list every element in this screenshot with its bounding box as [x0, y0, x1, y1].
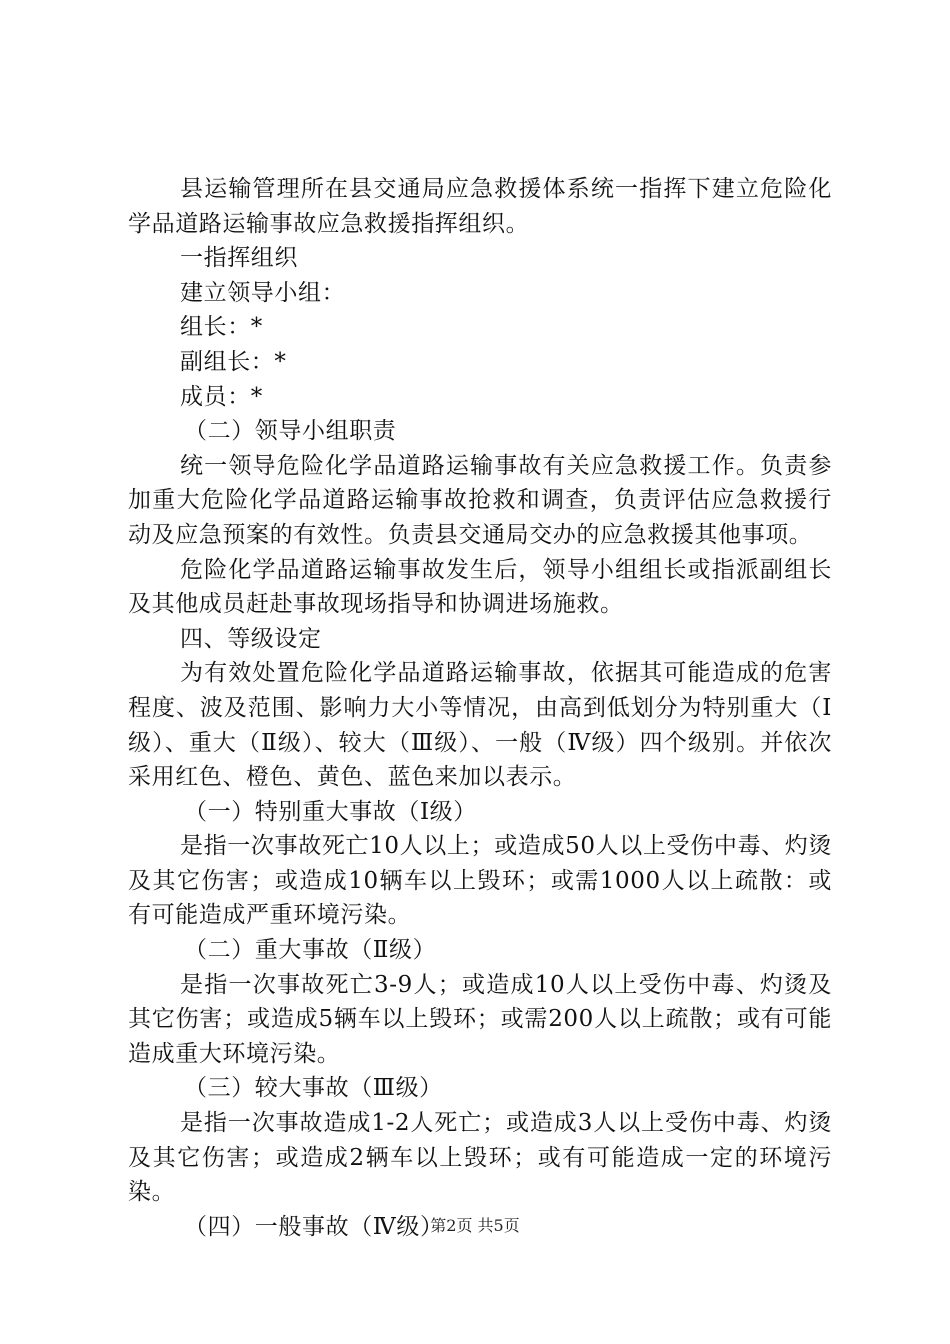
paragraph-level-description: 为有效处置危险化学品道路运输事故，依据其可能造成的危害程度、波及范围、影响力大小等情况，由高到低划分为特别重大（Ⅰ级）、重大（Ⅱ级）、较大（Ⅲ级）、一般（Ⅳ级）四个级别。并依次采用红色、橙色、黄色、蓝色来加以表示。 — [128, 660, 832, 791]
section-heading-level-2: （二）重大事故（Ⅱ级） — [184, 937, 437, 964]
paragraph-leading-group: 建立领导小组： — [180, 279, 346, 306]
page-number: 第2页 共5页 — [430, 1216, 520, 1235]
paragraph-level-3: 是指一次事故造成1-2人死亡；或造成3人以上受伤中毒、灼烫及其它伤害；或造成2辆车以上毁环；或有可能造成一定的环境污染。 — [128, 1110, 832, 1206]
section-heading-level-setting: 四、等级设定 — [180, 625, 322, 652]
section-heading-command-organization: 一指挥组织 — [180, 245, 298, 272]
paragraph-group-leader: 组长：* — [180, 314, 263, 341]
paragraph-after-accident: 危险化学品道路运输事故发生后，领导小组组长或指派副组长及其他成员赶赴事故现场指导和协调进场施救。 — [128, 556, 832, 618]
section-heading-group-duties: （二）领导小组职责 — [184, 418, 397, 445]
paragraph-duties: 统一领导危险化学品道路运输事故有关应急救援工作。负责参加重大危险化学品道路运输事故抢救和调查，负责评估应急救援行动及应急预案的有效性。负责县交通局交办的应急救援其他事项。 — [128, 452, 832, 548]
paragraph-level-2: 是指一次事故死亡3-9人；或造成10人以上受伤中毒、灼烫及其它伤害；或造成5辆车以上毁环；或需200人以上疏散；或有可能造成重大环境污染。 — [128, 971, 832, 1067]
section-heading-level-4: （四）一般事故（Ⅳ级） — [184, 1213, 444, 1240]
section-heading-level-3: （三）较大事故（Ⅲ级） — [184, 1075, 443, 1102]
paragraph-members: 成员：* — [180, 383, 263, 410]
paragraph-intro: 县运输管理所在县交通局应急救援体系统一指挥下建立危险化学品道路运输事故应急救援指挥组织。 — [128, 176, 832, 237]
paragraph-deputy-leader: 副组长：* — [180, 348, 287, 375]
document-body — [128, 172, 832, 1244]
section-heading-level-1: （一）特别重大事故（Ⅰ级） — [184, 798, 477, 825]
paragraph-level-1: 是指一次事故死亡10人以上；或造成50人以上受伤中毒、灼烫及其它伤害；或造成10辆车以上毁环；或需1000人以上疏散：或有可能造成严重环境污染。 — [128, 833, 832, 929]
